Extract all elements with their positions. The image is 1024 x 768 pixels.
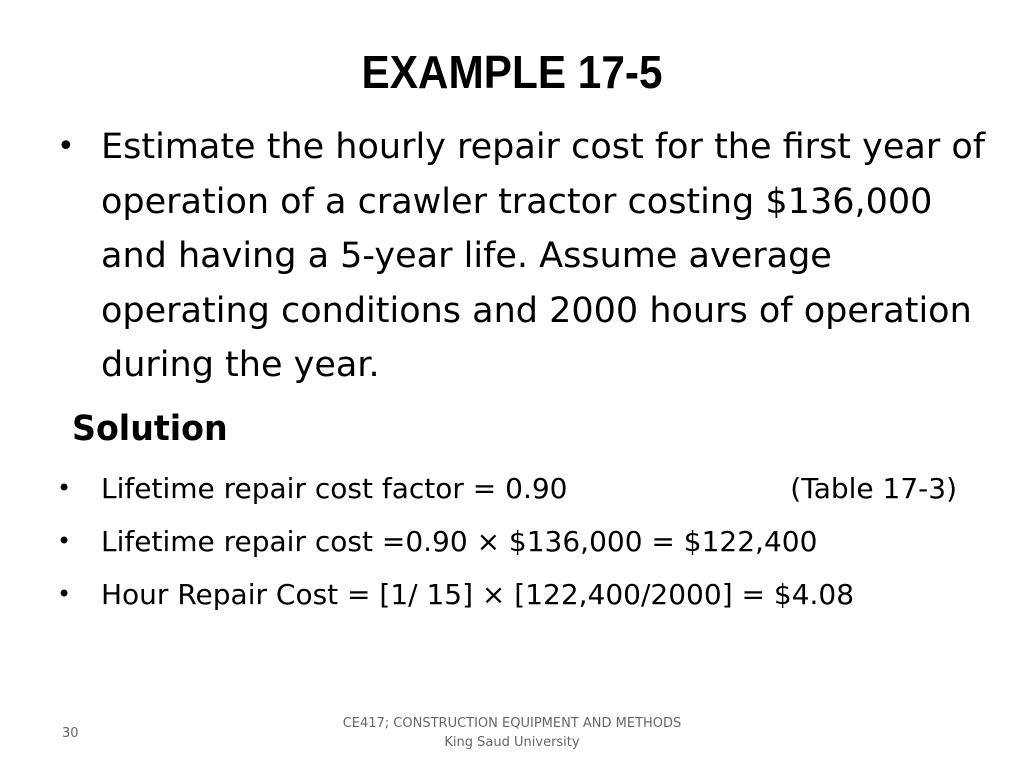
bullet-icon: • <box>57 129 75 164</box>
solution-item-content <box>101 568 997 621</box>
bullet-icon: • <box>57 580 72 608</box>
bullet-icon: • <box>57 474 72 502</box>
solution-item-text: Lifetime repair cost factor = 0.90 <box>101 472 568 505</box>
problem-statement <box>57 120 1007 393</box>
solution-item-content <box>101 462 997 515</box>
solution-item <box>57 462 997 515</box>
solution-item-text: Lifetime repair cost =0.90 × $136,000 = $122,400 <box>101 525 818 558</box>
footer-course: CE417; CONSTRUCTION EQUIPMENT AND METHODS <box>342 716 682 731</box>
solution-item <box>57 568 997 621</box>
table-reference: (Table 17-3) <box>790 472 957 505</box>
problem-text: Estimate the hourly repair cost for the first year of operation of a crawler tractor costing $136,000 and having a 5-year life. Assume average operating conditions and 2000 hours of operation during the year. <box>101 127 986 385</box>
solution-item-text: Hour Repair Cost = [1/ 15] × [122,400/2000] = $4.08 <box>101 578 855 611</box>
solution-item <box>57 515 997 568</box>
solution-heading: Solution <box>72 409 228 449</box>
solution-list <box>57 462 997 621</box>
footer <box>0 714 1024 752</box>
bullet-icon: • <box>57 527 72 555</box>
page-number: 30 <box>62 726 79 741</box>
slide-title: EXAMPLE 17-5 <box>361 46 663 98</box>
footer-university: King Saud University <box>444 735 580 750</box>
solution-item-content <box>101 515 997 568</box>
problem-bullet-row <box>57 120 1007 393</box>
